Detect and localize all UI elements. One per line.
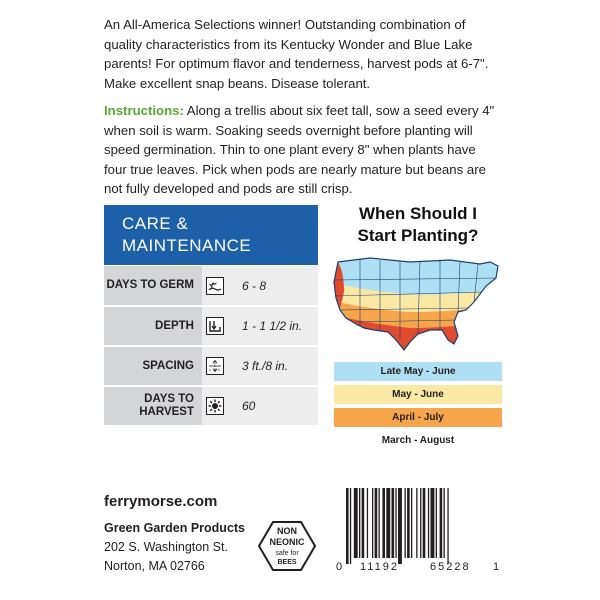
svg-text:x: x [218, 367, 220, 372]
care-row-label: SPACING [142, 359, 194, 372]
planting-title-line1: When Should I [358, 204, 478, 223]
depth-icon [206, 317, 224, 335]
care-row-value: 6 - 8 [242, 278, 267, 293]
barcode-bar [416, 488, 417, 558]
badge-line1: NON [277, 526, 297, 536]
barcode-bar [420, 488, 421, 558]
sprout-icon [206, 277, 224, 295]
care-row-germ [104, 265, 318, 305]
care-row-value: 60 [242, 399, 256, 413]
barcode-digit-left: 0 [336, 561, 343, 573]
spacing-icon [206, 357, 224, 375]
barcode-bar [362, 488, 365, 558]
street-address: 202 S. Washington St. [104, 540, 228, 554]
care-row-label-line2: HARVEST [139, 406, 194, 418]
barcode-bar [392, 488, 395, 558]
care-row-label-line1: DAYS TO [144, 393, 194, 405]
zone-may-june: May - June [334, 385, 502, 404]
care-row-value: 1 - 1 1/2 in. [242, 319, 303, 333]
barcode-bar [440, 488, 443, 558]
care-title-line2: MAINTENANCE [122, 236, 252, 255]
care-row-value: 3 ft./8 in. [242, 359, 289, 373]
barcode-bar [436, 488, 437, 558]
svg-text:x: x [209, 367, 211, 372]
care-row-depth [104, 305, 318, 345]
planting-title-line2: Start Planting? [357, 226, 479, 245]
zone-march-august: March - August [334, 431, 502, 450]
barcode-bar [350, 488, 351, 564]
barcode-group2: 65228 [430, 561, 471, 573]
product-description: An All-America Selections winner! Outstanding combination of quality characteristics from its Kentucky Wonder and Blue Lake parents! For optimum flavor and tenderness, harvest pods at 6-7". Make excellent snap beans. Disease tolerant. [104, 17, 489, 91]
care-maintenance-table [104, 205, 318, 425]
care-row-label: DAYS TO GERM [106, 279, 194, 291]
care-row-label [104, 393, 202, 419]
planting-zone-legend [334, 362, 502, 454]
barcode-bar [447, 488, 448, 564]
city-address: Norton, MA 02766 [104, 559, 205, 573]
barcode-bar [428, 488, 429, 558]
badge-line3: safe for [275, 550, 299, 557]
barcode-bar [379, 488, 380, 558]
barcode-digit-right: 1 [493, 561, 500, 573]
barcode-bar [372, 488, 373, 558]
website-url: ferrymorse.com [104, 493, 218, 510]
barcode-bar [382, 488, 385, 558]
barcode-bar [405, 488, 406, 558]
care-row-label: DEPTH [155, 319, 194, 332]
company-address [104, 519, 245, 576]
zone-april-july: April - July [334, 408, 502, 427]
non-neonic-badge [258, 521, 316, 571]
barcode-bar [386, 488, 390, 558]
barcode-bar [444, 488, 445, 558]
barcode-bar [367, 488, 368, 558]
barcode-bar [398, 488, 402, 564]
care-title-line1: CARE & [122, 214, 189, 233]
barcode-bar [423, 488, 426, 558]
zone-late-may-june: Late May - June [334, 362, 502, 381]
barcode-bar [346, 488, 349, 564]
instructions-paragraph [104, 101, 496, 199]
care-row-harvest [104, 385, 318, 425]
barcode-bar [375, 488, 378, 558]
instructions-text: Along a trellis about six feet tall, sow a seed every 4" when soil is warm. Soaking seeds overnight before planting will speed germination. Thin to one plant every 8" when plants have four true leaves. Pick when pods are nearly mature but beans are not fully developed and pods are still crisp. [104, 103, 495, 196]
usa-zone-map [330, 252, 506, 356]
company-name: Green Garden Products [104, 521, 246, 535]
care-row-spacing [104, 345, 318, 385]
barcode-bar [354, 488, 358, 558]
barcode-bar [359, 488, 360, 558]
barcode-bar [411, 488, 412, 558]
barcode-group1: 11192 [360, 561, 399, 573]
care-table-header [104, 205, 318, 265]
badge-line4: BEES [277, 559, 297, 566]
sun-icon [206, 397, 224, 415]
barcode-bar [431, 488, 435, 558]
instructions-label: Instructions: [104, 103, 184, 118]
barcode-bar [395, 488, 396, 558]
barcode-bar [407, 488, 410, 558]
planting-title [318, 203, 518, 247]
badge-line2: NEONIC [269, 537, 305, 547]
